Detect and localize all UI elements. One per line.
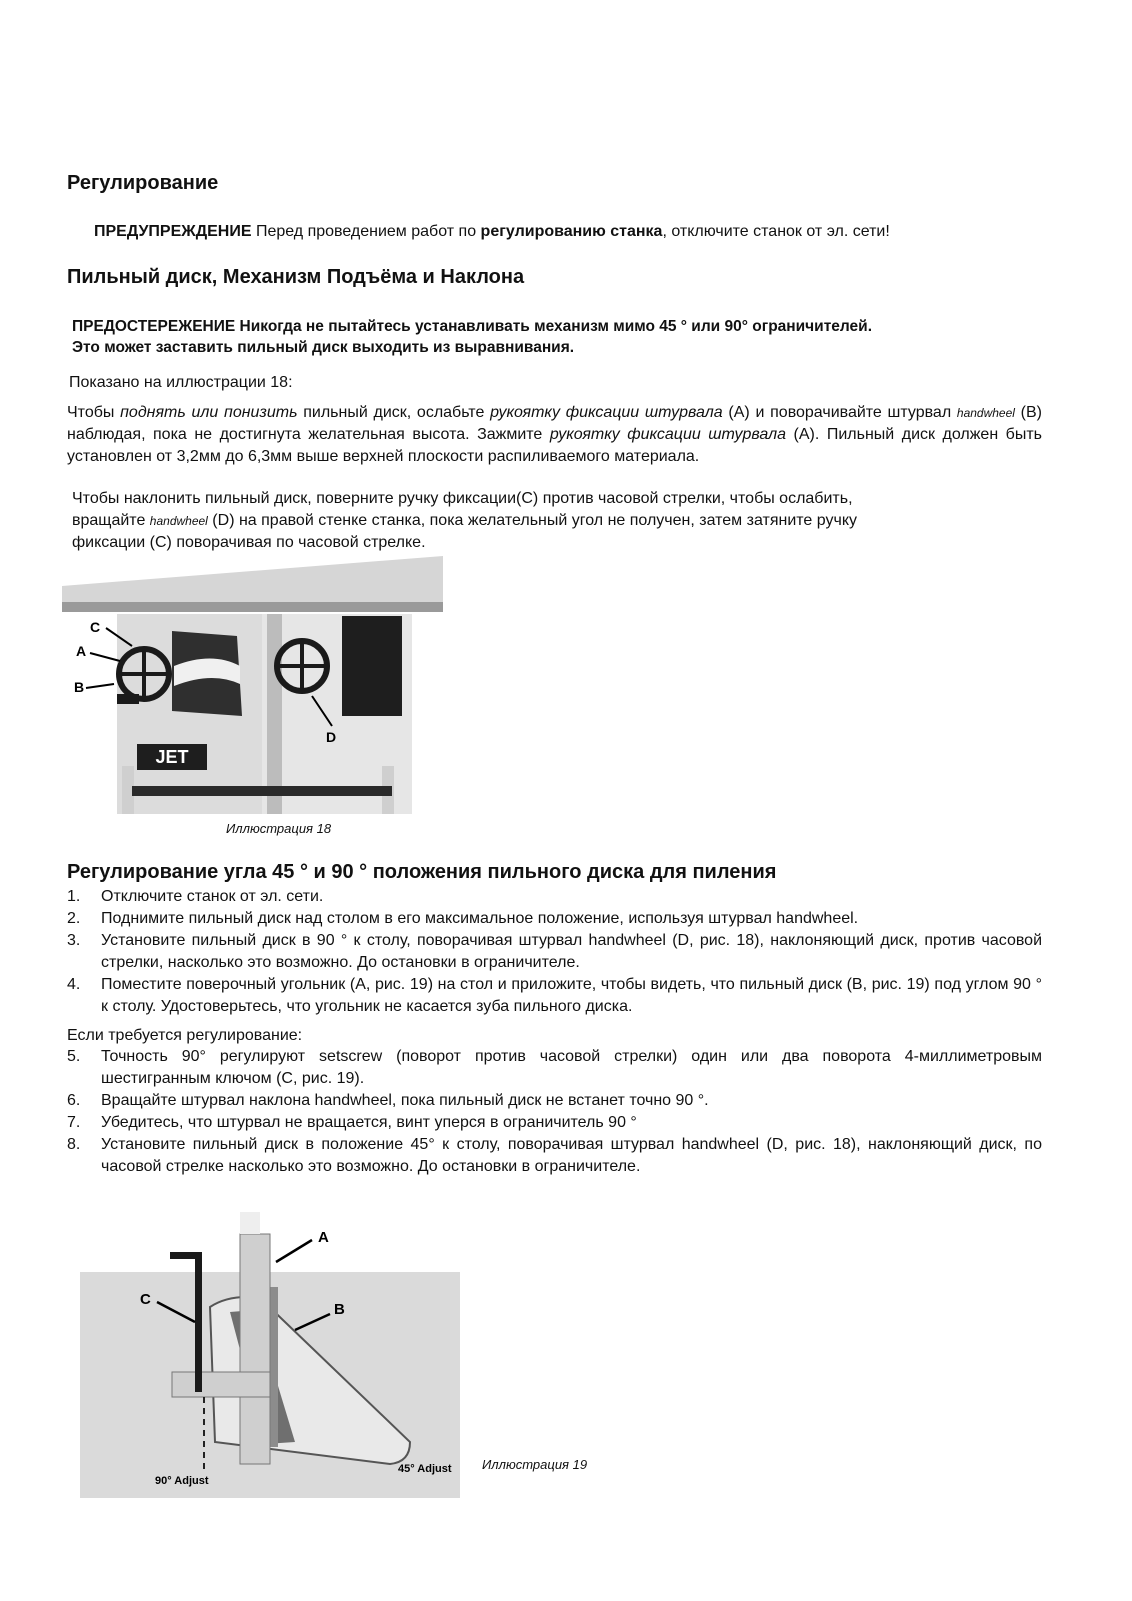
step-number: 5. [67, 1048, 81, 1065]
para1-text-i: (A). Пильный диск должен быть установлен от 3,2мм до 6,3мм выше верхней плоскости распиливаемого материала. [67, 426, 1042, 465]
fig18-label-c: C [90, 619, 101, 635]
fig18-label-b: B [74, 679, 85, 695]
caution-line-1 [72, 316, 872, 337]
step-item [67, 1134, 1042, 1178]
step-number: 2. [67, 910, 81, 927]
step-text: Установите пильный диск в положение 45° к столу, поворачивая штурвал handwheel (D, рис. 18), наклоняющий диск, по часовой стрелке насколько это возможно. До остановки в ограничителе. [101, 1136, 1042, 1175]
step-number: 1. [67, 888, 81, 905]
step-text: Точность 90° регулируют setscrew (поворот против часовой стрелки) один или два поворота 4-миллиметровым шестигранным ключом (C, рис. 19). [101, 1048, 1042, 1087]
para1-italic-h: рукоятку фиксации штурвала [549, 426, 787, 443]
warning-text-1: Перед проведением работ по [251, 223, 481, 240]
step-number: 3. [67, 932, 81, 949]
fig19-label-90-adjust: 90° Adjust [155, 1475, 209, 1487]
if-required-text: Если требуется регулирование: [67, 1027, 303, 1044]
shown-on-text: Показано на иллюстрации 18: [69, 374, 293, 391]
section-title-regulation: Регулирование [67, 172, 219, 194]
para2-text-c: (D) на правой стенке станка, пока желательный угол не получен, затем затяните ручку [207, 512, 857, 529]
section-title-disk: Пильный диск, Механизм Подъёма и Наклона [67, 266, 525, 288]
para1-italic-d: рукоятку фиксации штурвала [490, 404, 723, 421]
para1-text-e: (A) и поворачивайте штурвал [722, 404, 957, 421]
section-title-angle: Регулирование угла 45 ° и 90 ° положения пильного диска для пиления [67, 861, 777, 883]
figure-18-drawing [62, 556, 443, 814]
figure-18-caption: Иллюстрация 18 [226, 821, 332, 836]
step-number: 6. [67, 1092, 81, 1109]
step-item [67, 1090, 1042, 1112]
step-text: Убедитесь, что штурвал не вращается, винт уперся в ограничитель 90 ° [101, 1114, 637, 1131]
fig19-label-b: B [334, 1301, 345, 1318]
jet-logo: JET [155, 747, 189, 767]
fig18-label-d: D [326, 729, 337, 745]
warning-label: ПРЕДУПРЕЖДЕНИЕ [94, 223, 252, 240]
para1-text-g: (B) наблюдая, пока не достигнута желательная высота. Зажмите [67, 404, 1043, 443]
figure-18-photo [62, 556, 443, 814]
para1-text-c: пильный диск, ослабьте [297, 404, 491, 421]
caution-block [72, 316, 872, 358]
para1-italic-b: поднять или понизить [120, 404, 298, 421]
para2-line-2 [72, 510, 1042, 532]
paragraph-raise-lower [67, 402, 1042, 468]
step-item [67, 974, 1042, 1018]
warning-line [94, 221, 890, 243]
step-text: Вращайте штурвал наклона handwheel, пока пильный диск не встанет точно 90 °. [101, 1092, 709, 1109]
figure-19-drawing [80, 1212, 460, 1498]
figure-19-photo [80, 1212, 460, 1498]
caution-label: ПРЕДОСТЕРЕЖЕНИЕ [72, 318, 236, 335]
step-item [67, 1112, 1042, 1134]
para2-line-1: Чтобы наклонить пильный диск, поверните ручку фиксации(C) против часовой стрелки, чтобы ослабить, [72, 490, 853, 507]
step-text: Поместите поверочный угольник (A, рис. 19) на стол и приложите, чтобы видеть, что пильный диск (B, рис. 19) под углом 90 ° к столу. Удостоверьтесь, что угольник не касается зуба пильного диска. [101, 976, 1042, 1015]
steps-list-2 [67, 1046, 1042, 1178]
step-number: 8. [67, 1136, 81, 1153]
fig19-label-45-adjust: 45° Adjust [398, 1463, 452, 1475]
figure-19-caption: Иллюстрация 19 [482, 1457, 588, 1472]
step-text: Установите пильный диск в 90 ° к столу, поворачивая штурвал handwheel (D, рис. 18), наклоняющий диск, против часовой стрелки, насколько это возможно. До остановки в ограничителе. [101, 932, 1042, 971]
para1-handwheel: handwheel [956, 406, 1015, 420]
step-item [67, 1046, 1042, 1090]
fig18-label-a: A [76, 643, 87, 659]
paragraph-tilt [72, 488, 1042, 554]
para2-handwheel: handwheel [149, 514, 208, 528]
step-number: 7. [67, 1114, 81, 1131]
warning-text-2: , отключите станок от эл. сети! [662, 223, 890, 240]
caution-line-2: Это может заставить пильный диск выходить из выравнивания. [72, 339, 575, 356]
para1-text-a: Чтобы [67, 404, 121, 421]
step-text: Поднимите пильный диск над столом в его максимальное положение, используя штурвал handwheel. [101, 910, 859, 927]
step-item [67, 930, 1042, 974]
step-text: Отключите станок от эл. сети. [101, 888, 324, 905]
step-number: 4. [67, 976, 81, 993]
step-item [67, 908, 1042, 930]
para2-text-a: вращайте [72, 512, 150, 529]
para2-line-3: фиксации (C) поворачивая по часовой стрелке. [72, 534, 426, 551]
caution-text-1: Никогда не пытайтесь устанавливать механизм мимо 45 ° или 90° ограничителей. [235, 318, 873, 335]
fig19-label-c: C [140, 1291, 151, 1308]
steps-list-1 [67, 886, 1042, 1018]
step-item [67, 886, 1042, 908]
warning-bold: регулированию станка [480, 223, 663, 240]
fig19-label-a: A [318, 1229, 329, 1246]
